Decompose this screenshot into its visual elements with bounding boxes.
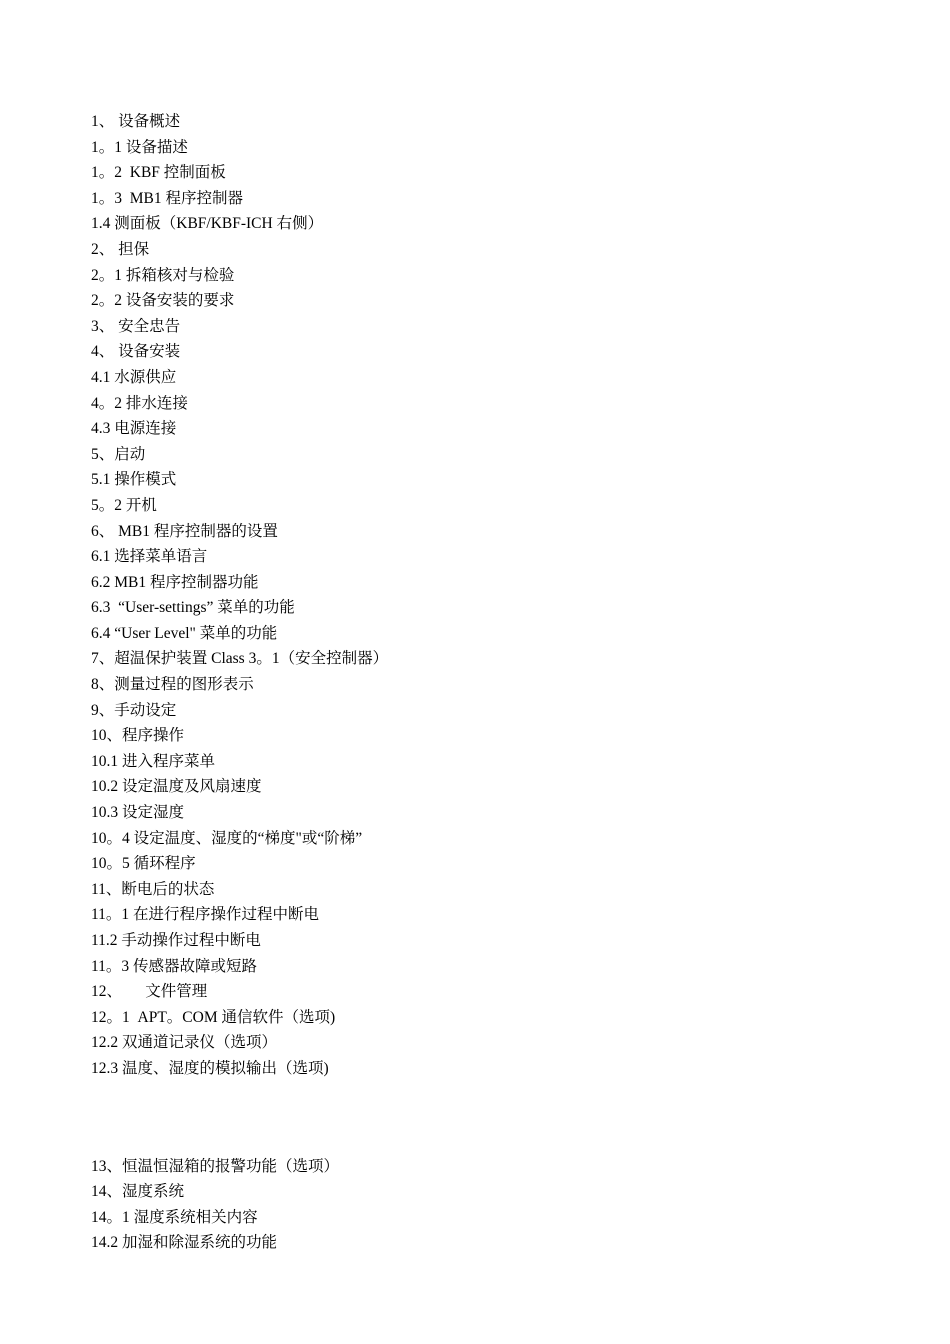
toc-entry: 1。3 MB1 程序控制器 xyxy=(91,189,243,207)
toc-entry: 11.2 手动操作过程中断电 xyxy=(91,932,261,949)
toc-entry: 4。2 排水连接 xyxy=(91,394,188,412)
toc-entry: 12.2 双通道记录仪（选项） xyxy=(91,1034,278,1052)
toc-entry: 5、启动 xyxy=(91,445,146,463)
toc-entry: 11、断电后的状态 xyxy=(91,880,215,898)
toc-entry: 14。1 湿度系统相关内容 xyxy=(91,1208,258,1226)
toc-entry: 2。1 拆箱核对与检验 xyxy=(91,266,235,284)
toc-entry: 13、恒温恒湿箱的报警功能（选项） xyxy=(91,1157,340,1175)
section-gap xyxy=(91,1082,388,1154)
toc-entry: 10。5 循环程序 xyxy=(91,855,196,873)
toc-entry: 2、 担保 xyxy=(91,240,150,258)
toc-entry: 1.4 测面板（KBF/KBF-ICH 右侧） xyxy=(91,215,324,233)
toc-entry: 10。4 设定温度、湿度的“梯度"或“阶梯” xyxy=(91,829,363,847)
toc-entry: 6、 MB1 程序控制器的设置 xyxy=(91,522,278,540)
toc-entry: 8、测量过程的图形表示 xyxy=(91,676,254,694)
toc-entry: 1。2 KBF 控制面板 xyxy=(91,164,226,182)
table-of-contents xyxy=(91,109,388,1256)
toc-entry: 10.2 设定温度及风扇速度 xyxy=(91,778,262,796)
toc-entry: 6.4 “User Level" 菜单的功能 xyxy=(91,624,278,642)
toc-entry: 4.3 电源连接 xyxy=(91,420,177,438)
toc-entry: 2。2 设备安装的要求 xyxy=(91,292,235,310)
toc-entry: 9、手动设定 xyxy=(91,701,177,719)
toc-entry: 5.1 操作模式 xyxy=(91,471,177,489)
toc-entry: 11。3 传感器故障或短路 xyxy=(91,957,258,975)
toc-section-1 xyxy=(91,109,388,1082)
toc-entry: 1、 设备概述 xyxy=(91,113,181,130)
toc-entry: 14.2 加湿和除湿系统的功能 xyxy=(91,1234,278,1252)
toc-entry: 1。1 设备描述 xyxy=(91,138,188,156)
toc-entry: 10.1 进入程序菜单 xyxy=(91,752,216,770)
toc-entry: 11。1 在进行程序操作过程中断电 xyxy=(91,906,320,924)
toc-entry: 12、 文件管理 xyxy=(91,983,208,1001)
toc-entry: 12.3 温度、湿度的模拟输出（选项) xyxy=(91,1059,329,1077)
toc-entry: 12。1 APT。COM 通信软件（选项) xyxy=(91,1008,336,1026)
toc-entry: 10、程序操作 xyxy=(91,727,185,745)
toc-entry: 6.1 选择菜单语言 xyxy=(91,548,208,566)
toc-entry: 3、 安全忠告 xyxy=(91,317,181,335)
toc-section-2 xyxy=(91,1154,388,1256)
toc-entry: 4、 设备安装 xyxy=(91,343,181,361)
toc-entry: 10.3 设定湿度 xyxy=(91,804,185,822)
toc-entry: 4.1 水源供应 xyxy=(91,368,177,386)
toc-entry: 6.3 “User-settings” 菜单的功能 xyxy=(91,599,295,617)
toc-entry: 14、湿度系统 xyxy=(91,1183,185,1201)
toc-entry: 7、超温保护装置 Class 3。1（安全控制器） xyxy=(91,650,389,668)
toc-entry: 6.2 MB1 程序控制器功能 xyxy=(91,573,259,591)
toc-entry: 5。2 开机 xyxy=(91,496,157,514)
